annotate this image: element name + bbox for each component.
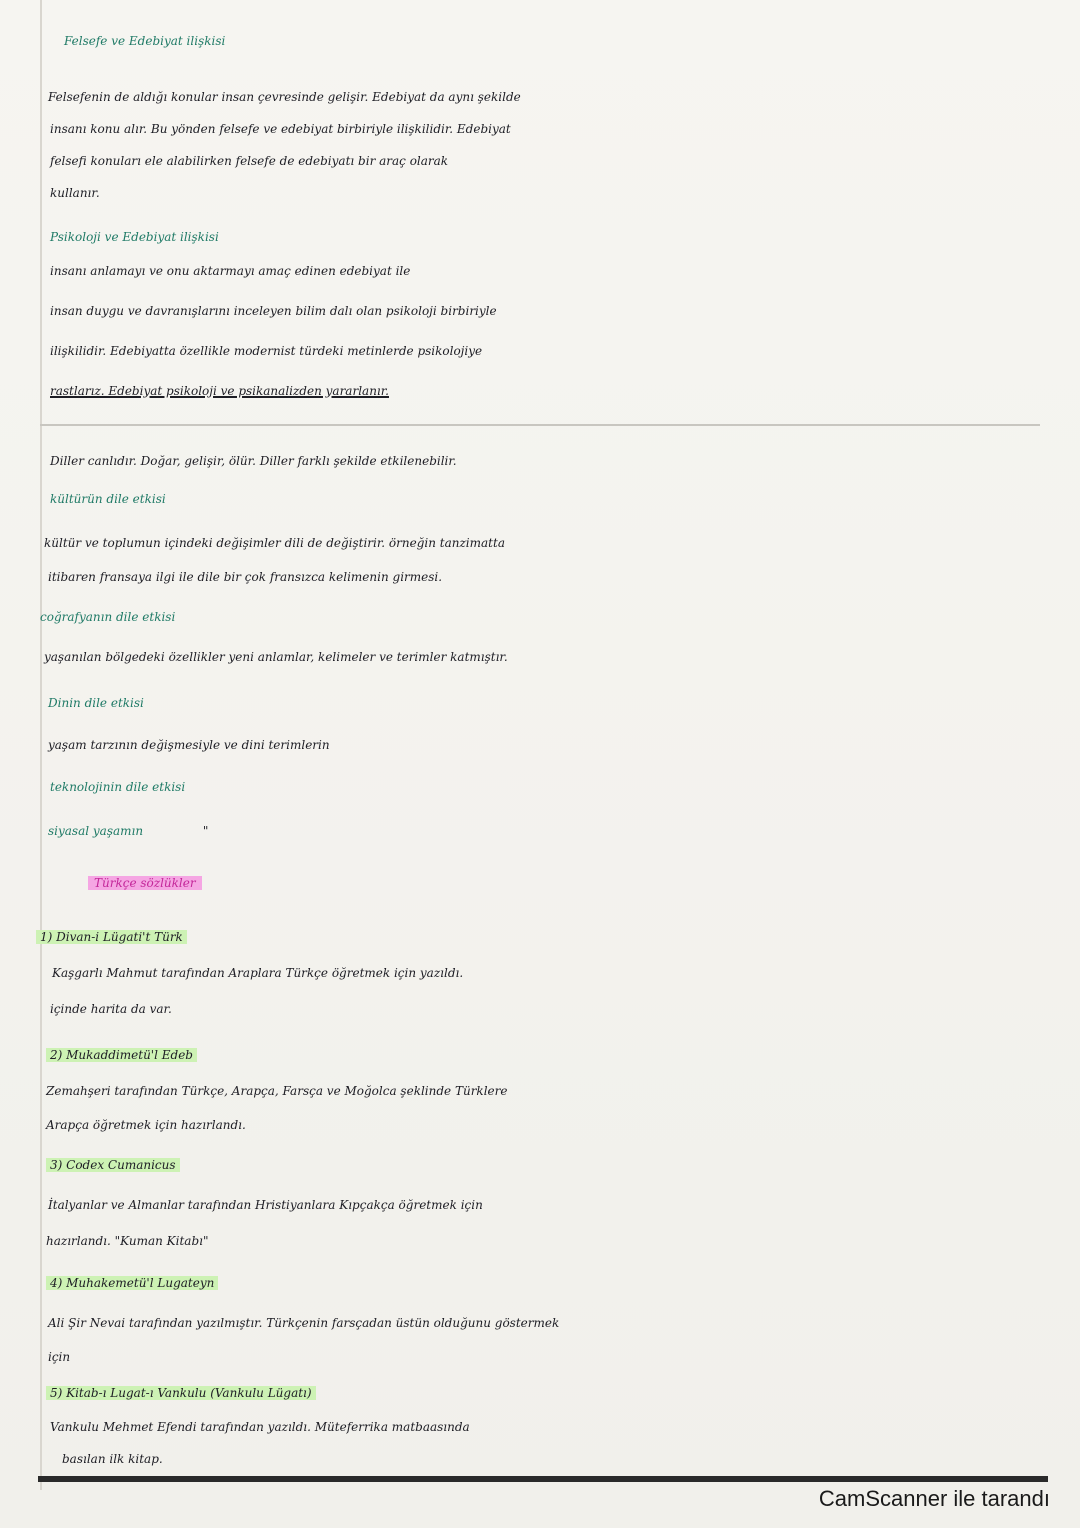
- dictionary-title: [0, 1268, 1080, 1298]
- dictionary-title-text: 2) Mukaddimetü'l Edeb: [46, 1048, 197, 1062]
- text-line: insanı anlamayı ve onu aktarmayı amaç edinen edebiyat ile: [50, 264, 411, 278]
- siyasal-yasam-label: siyasal yaşamın: [48, 824, 144, 838]
- text-line: Kaşgarlı Mahmut tarafından Araplara Türkçe öğretmek için yazıldı.: [52, 966, 464, 980]
- text-line: Vankulu Mehmet Efendi tarafından yazıldı. Müteferrika matbaasında: [50, 1420, 470, 1434]
- heading-din-dile-etkisi: Dinin dile etkisi: [48, 696, 144, 710]
- text-line: Zemahşeri tarafından Türkçe, Arapça, Farsça ve Moğolca şeklinde Türklere: [46, 1084, 508, 1098]
- dictionary-title: [0, 922, 1080, 952]
- text-line: içinde harita da var.: [50, 1002, 172, 1016]
- text-line: Arapça öğretmek için hazırlandı.: [46, 1118, 246, 1132]
- dictionary-title: [0, 1150, 1080, 1180]
- text-line: yaşanılan bölgedeki özellikler yeni anlamlar, kelimeler ve terimler katmıştır.: [44, 650, 508, 664]
- text-line: kültür ve toplumun içindeki değişimler dili de değiştirir. örneğin tanzimatta: [44, 536, 505, 550]
- text-line: basılan ilk kitap.: [62, 1452, 163, 1466]
- text-line: insanı konu alır. Bu yönden felsefe ve edebiyat birbiriyle ilişkilidir. Edebiyat: [50, 122, 511, 136]
- text-line: için: [48, 1350, 71, 1364]
- text-line: İtalyanlar ve Almanlar tarafından Hristiyanlara Kıpçakça öğretmek için: [48, 1198, 483, 1212]
- divider: [40, 424, 1040, 426]
- text-line: rastlarız. Edebiyat psikoloji ve psikanalizden yararlanır.: [50, 384, 389, 398]
- heading-psikoloji-edebiyat: Psikoloji ve Edebiyat ilişkisi: [50, 230, 219, 244]
- text-line: Diller canlıdır. Doğar, gelişir, ölür. Diller farklı şekilde etkilenebilir.: [50, 454, 457, 468]
- dictionary-title-text: 4) Muhakemetü'l Lugateyn: [46, 1276, 218, 1290]
- text-line: ilişkilidir. Edebiyatta özellikle modernist türdeki metinlerde psikolojiye: [50, 344, 483, 358]
- dictionary-title: [0, 1378, 1080, 1408]
- heading-siyasal-yasam: [0, 816, 1080, 846]
- text-line: felsefi konuları ele alabilirken felsefe de edebiyatı bir araç olarak: [50, 154, 449, 168]
- dictionary-title-text: 3) Codex Cumanicus: [46, 1158, 180, 1172]
- heading-cografya-dile-etkisi: coğrafyanın dile etkisi: [40, 610, 176, 624]
- heading-felsefe-edebiyat: Felsefe ve Edebiyat ilişkisi: [64, 34, 226, 48]
- dictionary-title-text: 5) Kitab-ı Lugat-ı Vankulu (Vankulu Lügatı): [46, 1386, 316, 1400]
- dictionary-title: [0, 1040, 1080, 1070]
- text-line: hazırlandı. "Kuman Kitabı": [46, 1234, 209, 1248]
- text-line: Ali Şir Nevai tarafından yazılmıştır. Türkçenin farsçadan üstün olduğunu göstermek: [48, 1316, 560, 1330]
- text-line: Felsefenin de aldığı konular insan çevresinde gelişir. Edebiyat da aynı şekilde: [48, 90, 521, 104]
- turkce-sozlukler-label: Türkçe sözlükler: [88, 876, 202, 890]
- camscanner-watermark: CamScanner ile tarandı: [818, 1486, 1050, 1511]
- text-line: insan duygu ve davranışlarını inceleyen bilim dalı olan psikoloji birbiriyle: [50, 304, 497, 318]
- text-line: yaşam tarzının değişmesiyle ve dini terimlerin: [48, 738, 330, 752]
- ditto-mark: ": [202, 824, 209, 838]
- heading-turkce-sozlukler: [0, 868, 1080, 898]
- heading-kultur-dile-etkisi: kültürün dile etkisi: [50, 492, 166, 506]
- text-line: itibaren fransaya ilgi ile dile bir çok fransızca kelimenin girmesi.: [48, 570, 443, 584]
- text-line: kullanır.: [50, 186, 100, 200]
- heading-teknoloji-dile-etkisi: teknolojinin dile etkisi: [50, 780, 186, 794]
- dictionary-title-text: 1) Divan-i Lügati't Türk: [36, 930, 187, 944]
- scan-bottom-edge: [38, 1476, 1048, 1482]
